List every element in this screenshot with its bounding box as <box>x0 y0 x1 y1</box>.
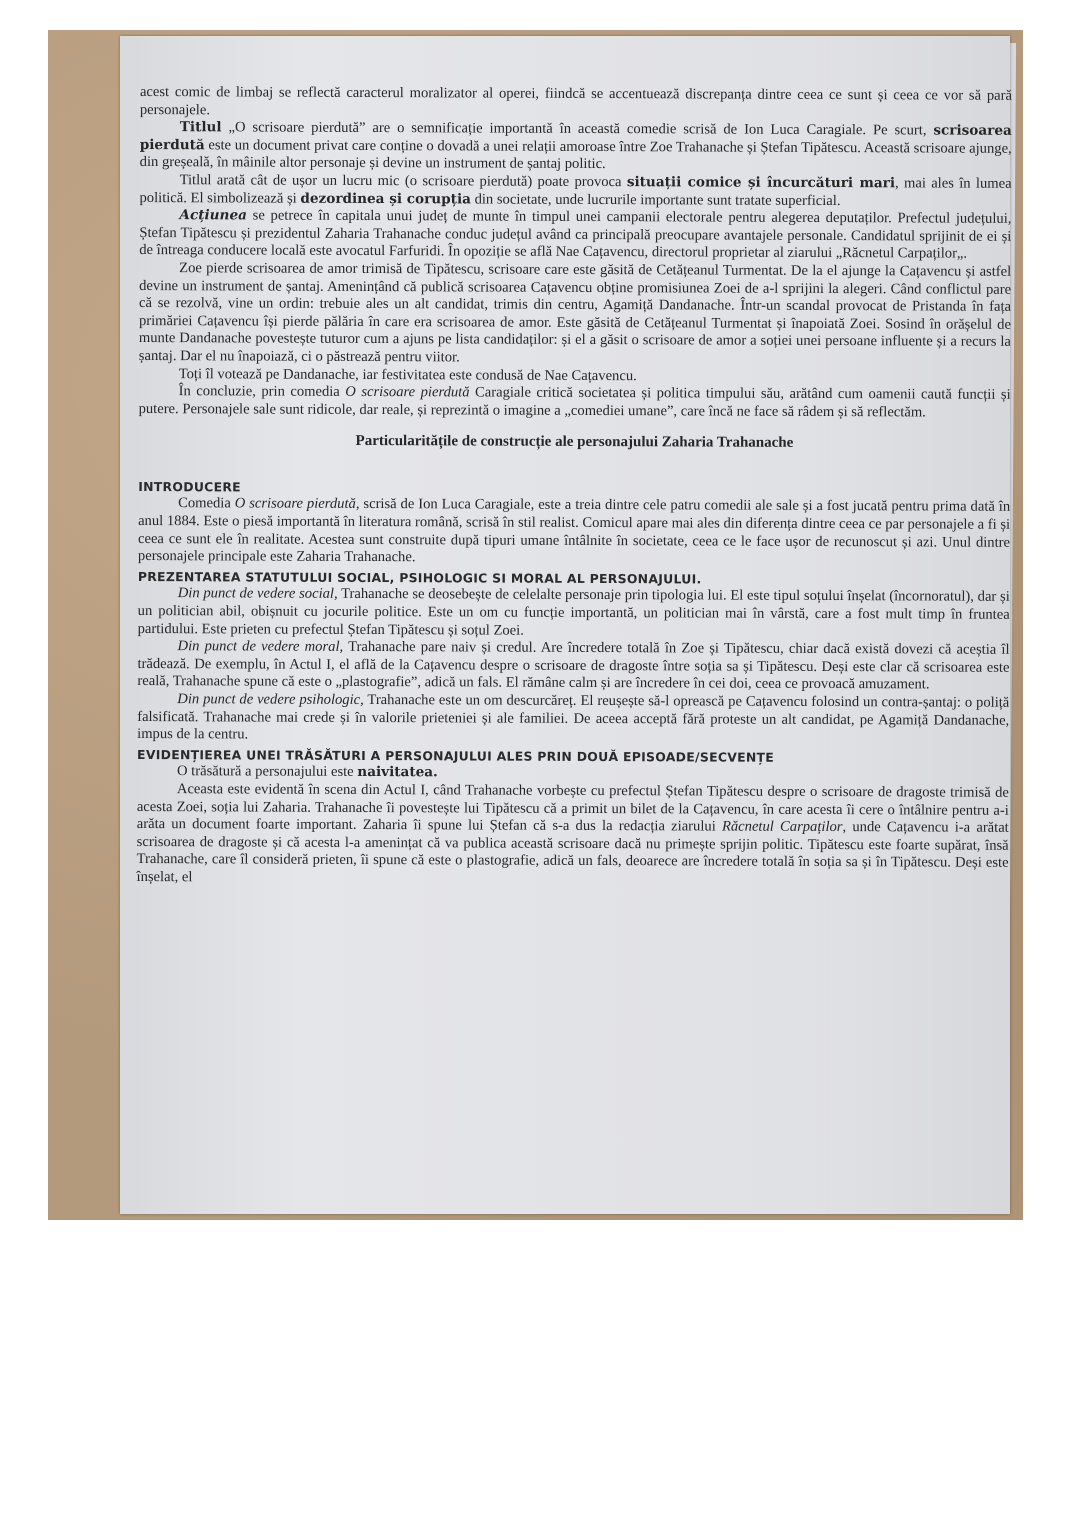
document-content <box>136 84 1011 890</box>
paragraph-top: acest comic de limbaj se reflectă caracterul moralizator al operei, fiindcă se accentuează discrepanța dintre ceea ce sunt și ceea ce vor să pară personajele. <box>139 84 1012 118</box>
paragraph-plot: Zoe pierde scrisoarea de amor trimisă de Tipătescu, scrisoare care este găsită de Cetățeanul Turmentat. De la el ajunge la Cațavencu și astfel devine un instrument de șantaj. Amenințând că publică scrisoarea Cațavencu obține promisiunea Zoei de a-l sprijini la alegeri. Când conflictul pare că se rezolvă, vine un ordin: trebuie ales un alt candidat, trimis din centru, Agamiță Dandanache. Într-un scandal provocat de Pristanda în fața primăriei Cațavencu își pierde pălăria în care era scrisoarea de amor. Este găsită de Cetățeanul Turmentat și înapoiată Zoei. Sosind în orășelul de munte Dandanache povestește tuturor cum a ajuns pe lista candidaților: și el a găsit o scrisoare de amor a soției unei persoane influente și a recurs la șantaj. Dar el nu înapoiază, ci o păstrează pentru viitor. <box>138 260 1012 366</box>
paragraph-titlu-2: Titlul arată cât de ușor un lucru mic (o scrisoare pierdută) poate provoca situații comice și încurcături mari, mai ales în lumea politică. El simbolizează și dezordinea și corupția din societate, unde lucrurile importante sunt tratate superficial. <box>139 172 1012 209</box>
section-introducere: INTRODUCERE <box>138 478 241 495</box>
paragraph-titlu: Titlul „O scrisoare pierdută” are o semnificație importantă în această comedie scrisă de Ion Luca Caragiale. Pe scurt, scrisoarea pierdută este un document privat care conține o dovadă a unei relații amoroase între Zoe Trahanache și Ștefan Tipătescu. Această scrisoare ajunge, din greșeală, în mâinile altor personaje și devine un instrument de șantaj politic. <box>139 119 1012 173</box>
paragraph-intro: Comedia O scrisoare pierdută, scrisă de Ion Luca Caragiale, este a treia dintre cele patru comedii ale sale și a fost jucată pentru prima dată în anul 1884. Este o piesă importantă în literatura română, scrisă în stil realist. Comicul apare mai ales din diferența dintre ceea ce par personajele a fi și ceea ce sunt ele în realitate. Acestea sunt construite după tipuri umane întâlnite în societate, ceea ce le face ușor de recunoscut și azi. Unul dintre personajele principale este Zaharia Trahanache. <box>137 495 1011 566</box>
paragraph-scena: Aceasta este evidentă în scena din Actul I, când Trahanache vorbește cu prefectul Ștefan Tipătescu despre o scrisoare de dragoste trimisă de acesta Zoei, soția lui Zaharia. Trahanache îi povestește lui Tipătescu că a primit un bilet de la Cațavencu, în care acesta îi cere o întâlnire pentru a-i arăta un document foarte important. Zaharia îi spune lui Ștefan că s-a dus la redacția ziarului Răcnetul Carpaților, unde Cațavencu i-a arătat scrisoarea de dragoste și că acesta l-a amenințat că va publica această scrisoare dacă nu primește sprijin politic. Tipătescu este foarte supărat, însă Trahanache, care îl consideră prieten, îi spune că este o plastografie, adică un fals, deoarece are încredere totală în soția sa și în Tipătescu. Deși este înșelat, el <box>136 781 1009 886</box>
section-statut: PREZENTAREA STATUTULUI SOCIAL, PSIHOLOGIC SI MORAL AL PERSONAJULUI. <box>137 568 702 587</box>
lead-actiunea: Acțiunea <box>179 207 247 224</box>
paragraph-concluzie: În concluzie, prin comedia O scrisoare pierdută Caragiale critică societatea și politica timpului său, arătând cum oamenii caută funcții și putere. Personajele sale sunt ridicole, dar reale, și reprezintă o imagine a „comediei umane”, care încă ne face să râdem și să reflectăm. <box>138 383 1011 421</box>
section-heading: Particularitățile de construcție ale personajului Zaharia Trahanache <box>355 433 794 452</box>
document-page <box>120 36 1010 1214</box>
paragraph-trasatura: O trăsătură a personajului este naivitatea. <box>176 763 438 781</box>
paragraph-actiunea: Acțiunea se petrece în capitala unui județ de munte în timpul unei campanii electorale pentru alegerea deputaților. Prefectul județului, Ștefan Tipătescu și prezidentul Zaharia Trahanache conduc județul având ca principală preocupare avantajele personale. Candidatul sprijinit de ei și de întreaga conducere locală este avocatul Farfuridi. În opoziție se află Nae Cațavencu, directorul proprietar al ziarului „Răcnetul Carpaților„. <box>139 207 1012 262</box>
paragraph-moral: Din punct de vedere moral, Trahanache pare naiv și credul. Are încredere totală în Zoe și Tipătescu, chiar dacă există dovezi că aceștia îl trădează. De exemplu, în Actul I, el află de la Cațavencu despre o scrisoare de dragoste între soția sa și Tipătescu. Deși este clar că scrisoarea este reală, Trahanache spune că este o „plastografie”, adică un fals. El rămâne calm și are încredere în cei doi, ceea ce provoacă amuzament. <box>137 638 1010 693</box>
paragraph-social: Din punct de vedere social, Trahanache se deosebește de celelalte personaje prin tipologia lui. El este tipul soțului înșelat (încornoratul), dar și un politician abil, obișnuit cu jocurile politice. Este un om cu funcție importantă, un politician mai în vârstă, care a fost mult timp în fruntea partidului. Este prieten cu prefectul Ștefan Tipătescu și soțul Zoei. <box>137 585 1010 639</box>
section-trasatura: EVIDENȚIEREA UNEI TRĂSĂTURI A PERSONAJULUI ALES PRIN DOUĂ EPISOADE/SECVENȚE <box>137 746 775 765</box>
paragraph-vote: Toți îl votează pe Dandanache, iar festivitatea este condusă de Nae Cațavencu. <box>178 365 637 384</box>
photo-background <box>48 30 1023 1220</box>
lead-titlu: Titlul <box>179 119 222 136</box>
paragraph-psihologic: Din punct de vedere psihologic, Trahanache este un om descurcăreț. El reușește să-l oprească pe Cațavencu folosind un contra-șantaj: o poliță falsificată. Trahanache mai crede și în valorile prieteniei și ale familiei. De aceea acceptă fără proteste un alt candidat, pe Agamiță Dandanache, impus de la centru. <box>137 691 1010 743</box>
